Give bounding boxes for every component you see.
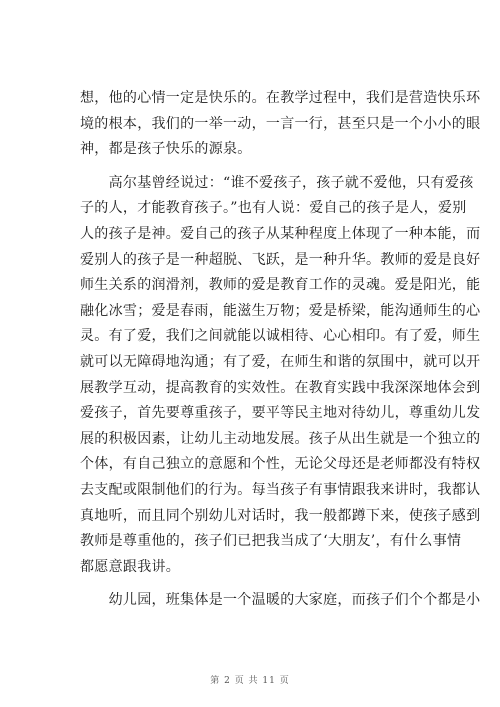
paragraph-2 — [80, 171, 481, 581]
text-line: 融化冰雪；爱是春雨，能滋生万物；爱是桥梁，能沟通师生的心 — [80, 302, 481, 319]
text-line: 展教学互动，提高教育的实效性。在教育实践中我深深地体会到 — [80, 379, 481, 396]
text-line: 都愿意跟我讲。 — [80, 558, 181, 575]
text-line: 爱别人的孩子是一种超脱、飞跃，是一种升华。教师的爱是良好 — [80, 251, 481, 268]
text-line: 神，都是孩子快乐的源泉。 — [80, 141, 252, 158]
text-line: 个体，有自己独立的意愿和个性，无论父母还是老师都没有特权 — [80, 456, 481, 473]
paragraph-gap — [80, 580, 422, 588]
text-line: 幼儿园，班集体是一个温暖的大家庭，而孩子们个个都是小 — [80, 592, 481, 609]
text-line: 人的孩子是神。爱自己的孩子从某种程度上体现了一种本能，而 — [80, 225, 481, 242]
page-number-footer: 第 2 页 共 11 页 — [210, 676, 290, 686]
text-line: 境的根本，我们的一举一动，一言一行，甚至只是一个小小的眼 — [80, 115, 481, 132]
body-text — [80, 86, 481, 614]
text-line: 师生关系的润滑剂，教师的爱是教育工作的灵魂。爱是阳光，能 — [80, 277, 481, 294]
text-line: 就可以无障碍地沟通；有了爱，在师生和谐的氛围中，就可以开 — [80, 353, 481, 370]
paragraph-1 — [80, 86, 481, 163]
text-line: 子的人，才能教育孩子。”也有人说：爱自己的孩子是人，爱别 — [80, 200, 467, 217]
text-line: 爱孩子，首先要尊重孩子，要平等民主地对待幼儿，尊重幼儿发 — [80, 405, 481, 422]
paragraph-gap — [80, 163, 422, 171]
text-line: 灵。有了爱，我们之间就能以诚相待、心心相印。有了爱，师生 — [80, 328, 481, 345]
text-line: 展的积极因素，让幼儿主动地发展。孩子从出生就是一个独立的 — [80, 430, 481, 447]
text-line: 教师是尊重他的，孩子们已把我当成了‘大朋友’，有什么事情 — [80, 533, 462, 550]
text-line: 真地听，而且同个别幼儿对话时，我一般都蹲下来，使孩子感到 — [80, 507, 481, 524]
text-line: 高尔基曾经说过：“谁不爱孩子，孩子就不爱他，只有爱孩 — [80, 174, 474, 191]
text-line: 想，他的心情一定是快乐的。在教学过程中，我们是营造快乐环 — [80, 90, 481, 106]
text-line: 去支配或限制他们的行为。每当孩子有事情跟我来讲时，我都认 — [80, 481, 481, 498]
paragraph-3 — [80, 588, 481, 614]
